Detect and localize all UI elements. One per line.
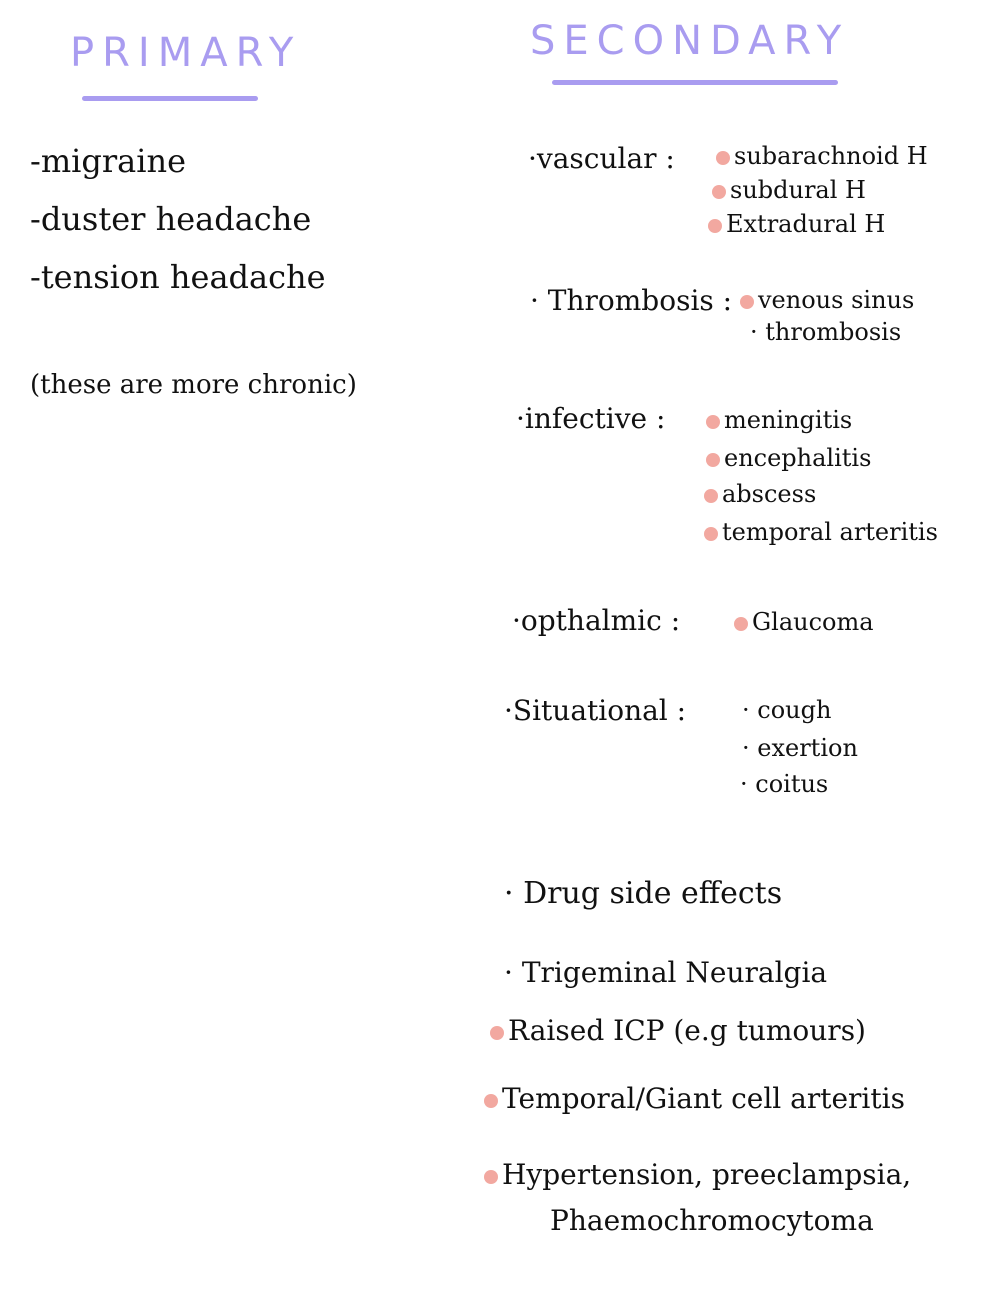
vascular-item: subarachnoid H <box>716 142 928 170</box>
other-cause: Hypertension, preeclampsia, <box>484 1158 911 1191</box>
other-cause: Phaemochromocytoma <box>550 1204 874 1237</box>
marker-dot <box>734 617 748 631</box>
marker-dot <box>490 1026 504 1040</box>
marker-dot <box>706 453 720 467</box>
marker-dot <box>740 295 754 309</box>
marker-dot <box>708 219 722 233</box>
situational-item: · exertion <box>742 734 858 762</box>
primary-item-tension: -tension headache <box>30 258 326 296</box>
other-cause: Temporal/Giant cell arteritis <box>484 1082 905 1115</box>
vascular-label: ·vascular : <box>528 142 675 175</box>
thrombosis-item: · thrombosis <box>750 318 901 346</box>
situational-item: · cough <box>742 696 831 724</box>
primary-item-cluster: -duster headache <box>30 200 312 238</box>
other-cause: Raised ICP (e.g tumours) <box>490 1014 866 1047</box>
infective-item: abscess <box>704 480 816 508</box>
marker-dot <box>706 415 720 429</box>
infective-item: temporal arteritis <box>704 518 938 546</box>
opthalmic-item: Glaucoma <box>734 608 874 636</box>
vascular-item: Extradural H <box>708 210 885 238</box>
primary-note: (these are more chronic) <box>30 370 357 400</box>
vascular-item: subdural H <box>712 176 866 204</box>
primary-underline <box>82 96 258 101</box>
infective-label: ·infective : <box>516 402 666 435</box>
marker-dot <box>704 527 718 541</box>
primary-heading: PRIMARY <box>70 30 302 76</box>
other-cause: · Trigeminal Neuralgia <box>504 956 827 989</box>
opthalmic-label: ·opthalmic : <box>512 604 681 637</box>
secondary-heading: SECONDARY <box>530 18 850 64</box>
marker-dot <box>484 1170 498 1184</box>
marker-dot <box>484 1094 498 1108</box>
situational-item: · coitus <box>740 770 828 798</box>
infective-item: encephalitis <box>706 444 871 472</box>
secondary-underline <box>552 80 838 85</box>
primary-item-migraine: -migraine <box>30 142 187 180</box>
thrombosis-label: · Thrombosis : <box>530 284 733 317</box>
marker-dot <box>704 489 718 503</box>
thrombosis-item: venous sinus <box>740 286 914 314</box>
situational-label: ·Situational : <box>504 694 687 727</box>
infective-item: meningitis <box>706 406 852 434</box>
other-cause: · Drug side effects <box>504 876 782 911</box>
marker-dot <box>712 185 726 199</box>
marker-dot <box>716 151 730 165</box>
